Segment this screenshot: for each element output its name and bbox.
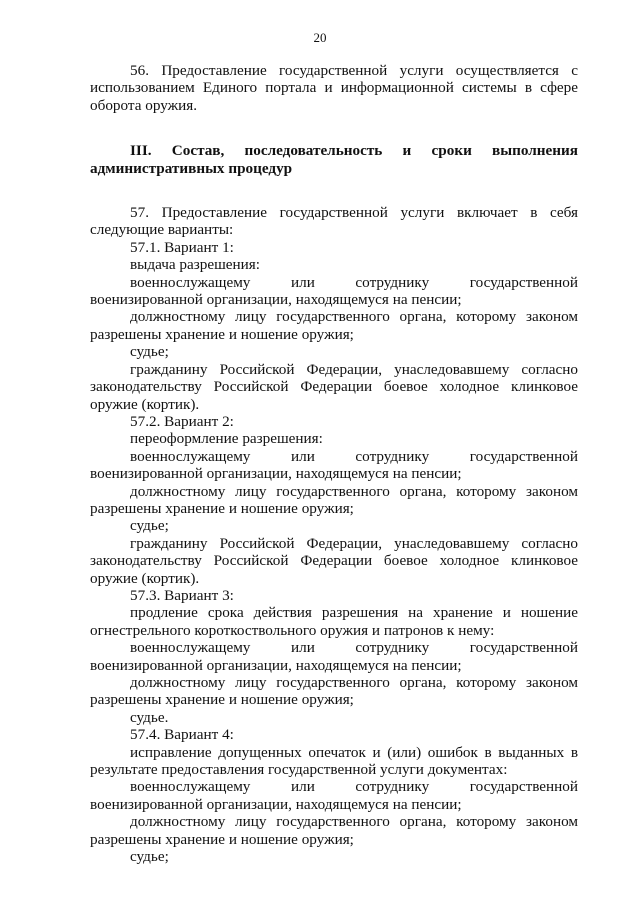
list-item-official: должностному лицу государственного органа, которому законом разрешены хранение и ношение оружия; (90, 308, 578, 343)
variant-2-action: переоформление разрешения: (130, 430, 323, 448)
list-item-judge: судье; (130, 848, 169, 866)
list-item-judge: судье; (130, 517, 169, 535)
section-heading-line-1: III. Состав, последовательность и сроки выполнения (130, 142, 578, 160)
list-item-official: должностному лицу государственного органа, которому законом разрешены хранение и ношение оружия; (90, 674, 578, 709)
spacer (90, 114, 578, 142)
paragraph-56: 56. Предоставление государственной услуги осуществляется с использованием Единого портала и информационной системы в сфере оборота оружия. (90, 62, 578, 114)
list-item-citizen: гражданину Российской Федерации, унаследовавшему согласно законодательству Российской Федерации боевое холодное клинковое оружие (кортик). (90, 360, 578, 413)
variant-4-title: 57.4. Вариант 4: (130, 726, 234, 744)
list-item-military: военнослужащему или сотруднику государственной военизированной организации, находящемуся на пенсии; (90, 273, 578, 309)
paragraph-57: 57. Предоставление государственной услуги включает в себя следующие варианты: (90, 204, 578, 239)
variant-1-title: 57.1. Вариант 1: (130, 238, 234, 256)
list-item-judge: судье; (130, 343, 169, 361)
list-item-military: военнослужащему или сотруднику государственной военизированной организации, находящемуся на пенсии; (90, 639, 578, 674)
variant-1-action: выдача разрешения: (130, 256, 260, 274)
page-content (90, 62, 578, 865)
section-heading-line-2: административных процедур (90, 159, 293, 177)
list-item-official: должностному лицу государственного органа, которому законом разрешены хранение и ношение оружия; (90, 482, 578, 517)
list-item-citizen: гражданину Российской Федерации, унаследовавшему согласно законодательству Российской Федерации боевое холодное клинковое оружие (кортик). (90, 534, 578, 587)
list-item-judge: судье. (130, 708, 169, 726)
list-item-military: военнослужащему или сотруднику государственной военизированной организации, находящемуся на пенсии; (90, 778, 578, 813)
variant-4-action: исправление допущенных опечаток и (или) ошибок в выданных в результате предоставления государственной услуги документах: (90, 743, 578, 779)
spacer (90, 177, 578, 204)
variant-3-action: продление срока действия разрешения на хранение и ношение огнестрельного короткоствольного оружия и патронов к нему: (90, 604, 578, 639)
page-number: 20 (313, 30, 327, 45)
variant-2-title: 57.2. Вариант 2: (130, 412, 234, 430)
list-item-military: военнослужащему или сотруднику государственной военизированной организации, находящемуся на пенсии; (90, 447, 578, 483)
section-heading (90, 142, 578, 177)
variant-3-title: 57.3. Вариант 3: (130, 586, 234, 604)
list-item-official: должностному лицу государственного органа, которому законом разрешены хранение и ношение оружия; (90, 813, 578, 848)
